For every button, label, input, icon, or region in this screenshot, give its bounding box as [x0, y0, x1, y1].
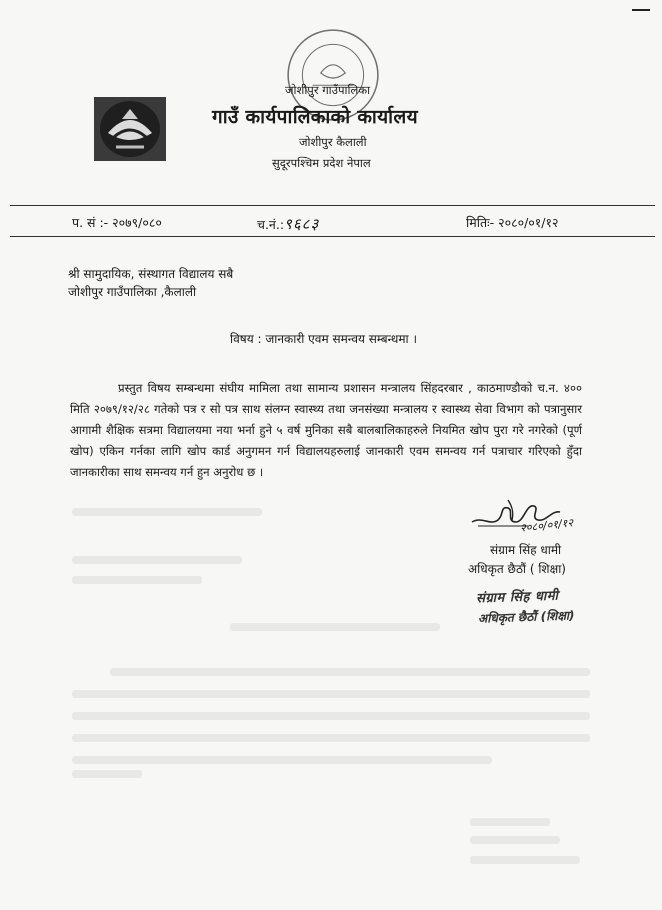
bleed-through-line — [470, 818, 550, 826]
recipient-line-2: जोशीपुर गाउँपालिका ,कैलाली — [68, 285, 197, 299]
nepal-government-emblem — [94, 97, 166, 161]
name-stamp: संग्राम सिंह धामी — [475, 588, 559, 607]
bleed-through-line — [72, 508, 262, 516]
bleed-through-line — [470, 856, 580, 864]
bleed-through-line — [72, 770, 142, 778]
title-stamp: अधिकृत छैठौं (शिक्षा) — [477, 608, 575, 626]
dispatch-label: च.नं.: — [257, 217, 285, 232]
bleed-through-line — [72, 712, 590, 720]
bleed-through-line — [470, 836, 560, 844]
letter-date: मितिः- २०८०/०१/१२ — [466, 215, 559, 230]
reference-rule-top — [10, 205, 655, 206]
bleed-through-line — [110, 668, 590, 676]
signatory-name: संग्राम सिंह धामी — [490, 543, 562, 557]
reference-rule-bottom — [10, 236, 655, 237]
recipient-line-1: श्री सामुदायिक, संस्थागत विद्यालय सबै — [68, 267, 234, 281]
letter-reference-number: प. सं :- २०७९/०८० — [72, 215, 162, 230]
bleed-through-line — [72, 756, 492, 764]
letter-subject: विषय : जानकारी एवम समन्वय सम्बन्धमा । — [230, 332, 418, 346]
dispatch-number-handwritten: ९६८३ — [284, 215, 320, 233]
bleed-through-line — [72, 576, 202, 584]
bleed-through-line — [72, 734, 590, 742]
bleed-through-line — [230, 623, 440, 631]
dispatch-number — [257, 214, 319, 234]
letter-body: प्रस्तुत विषय सम्बन्धमा संघीय मामिला तथा सामान्य प्रशासन मन्त्रालय सिंहदरबार , काठमाण्डौको च.न. ४०० मिति २०७९/१२/२८ गतेको पत्र र सो पत्र साथ संलग्न स्वास्थ्य तथा जनसंख्या मन्त्रालय र स्वास्थ्य सेवा विभाग को पत्रानुसार आगामी शैक्षिक सत्रमा विद्यालयमा नया भर्ना हुने ५ वर्ष मुनिका सबै बालबालिकाहरुले नियमित खोप पुरा गरे नगरेको (पूर्ण खोप) एकिन गर्नका लागि खोप कार्ड अनुगमन गर्न विद्यालयहरुलाई जानकारी एवम समन्वय गर्न पत्राचार गरिएको हुँदा जानकारीका साथ समन्वय गर्न हुन अनुरोध छ । — [70, 381, 582, 479]
signatory-title: अधिकृत छैठौं ( शिक्षा) — [468, 562, 566, 576]
office-province: सुदूरपश्चिम प्रदेश नेपाल — [272, 156, 371, 170]
signature-date-handwritten: २०८०/०१/१२ — [519, 516, 574, 535]
office-title: गाउँ कार्यपालिकाको कार्यालय — [212, 106, 418, 128]
corner-mark — [632, 9, 650, 11]
bleed-through-line — [72, 556, 242, 564]
office-location: जोशीपुर कैलाली — [299, 135, 367, 149]
bleed-through-line — [72, 690, 590, 698]
municipality-name: जोशीपुर गाउँपालिका — [285, 83, 371, 97]
